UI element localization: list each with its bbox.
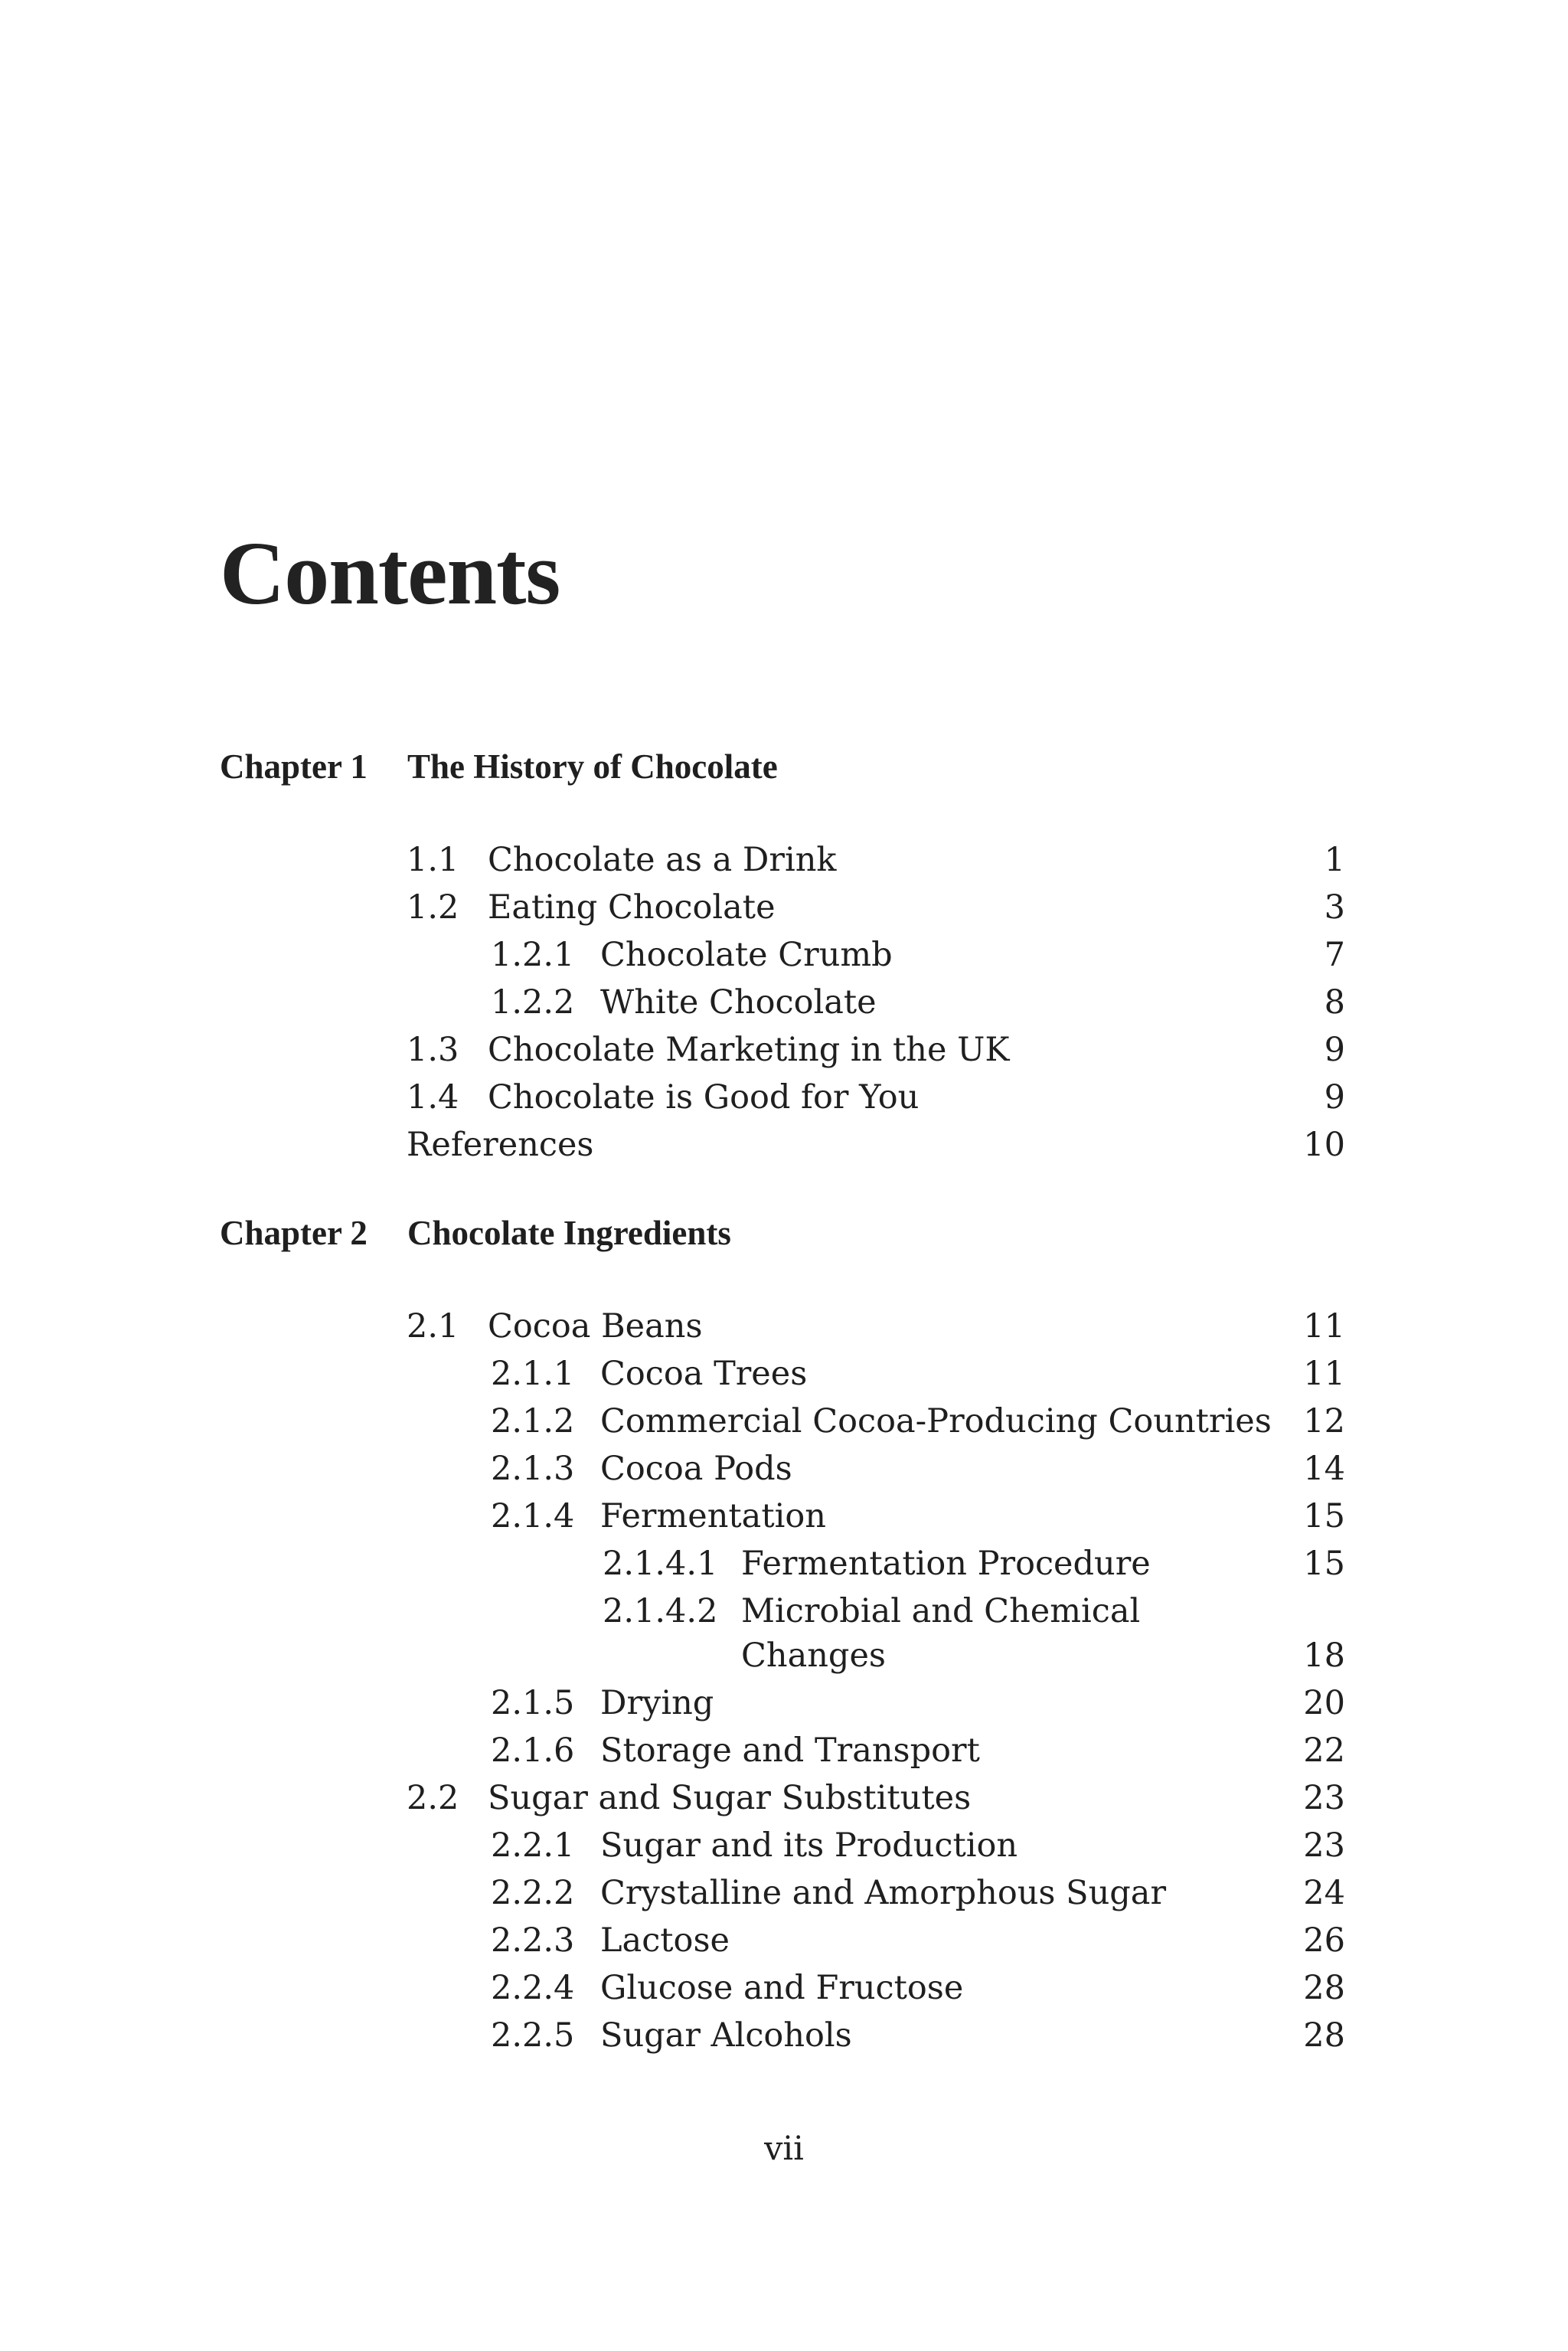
section-title: References	[407, 1126, 594, 1164]
section-number: 2.2.3	[491, 1921, 575, 1960]
section-title: Cocoa Beans	[488, 1307, 703, 1346]
page-number: 23	[1303, 1779, 1345, 1817]
section-number: 2.1.1	[491, 1355, 575, 1393]
toc-entry[interactable]	[0, 1354, 1345, 1401]
page-number: 26	[1303, 1921, 1345, 1960]
page-number: 9	[1324, 1078, 1345, 1117]
page-number: 11	[1303, 1307, 1345, 1346]
chapter-title: The History of Chocolate	[407, 747, 778, 786]
toc-entry[interactable]	[0, 1731, 1345, 1778]
toc-entry[interactable]	[0, 1826, 1345, 1873]
toc-entry[interactable]	[0, 1544, 1345, 1591]
section-number: 2.2.4	[491, 1969, 575, 2007]
section-number: 2.1.4	[491, 1497, 575, 1535]
page-number: 23	[1303, 1826, 1345, 1865]
section-title: Chocolate is Good for You	[488, 1078, 920, 1117]
section-number: 2.2.5	[491, 2016, 575, 2055]
section-title: Sugar and its Production	[600, 1826, 1018, 1865]
page-number: 22	[1303, 1731, 1345, 1770]
section-title: Lactose	[600, 1921, 730, 1960]
section-title: Drying	[600, 1684, 714, 1722]
toc-entry[interactable]	[0, 1449, 1345, 1496]
page-folio: vii	[764, 2130, 804, 2168]
section-title: White Chocolate	[600, 983, 877, 1022]
toc-entry[interactable]	[0, 1401, 1345, 1449]
page-number: 14	[1303, 1450, 1345, 1488]
section-title: Chocolate Marketing in the UK	[488, 1031, 1010, 1069]
page-number: 28	[1303, 2016, 1345, 2055]
toc-entry[interactable]	[0, 1591, 1345, 1683]
page-number: 15	[1303, 1497, 1345, 1535]
page-number: 7	[1324, 936, 1345, 974]
section-title: Fermentation Procedure	[741, 1545, 1151, 1583]
section-title: Crystalline and Amorphous Sugar	[600, 1874, 1166, 1912]
page-number: 9	[1324, 1031, 1345, 1069]
toc-entry[interactable]	[0, 1921, 1345, 1968]
section-number: 2.1.4.1	[603, 1545, 718, 1583]
section-title: Sugar Alcohols	[600, 2016, 852, 2055]
page-number: 28	[1303, 1969, 1345, 2007]
page-number: 18	[1303, 1637, 1345, 1675]
chapter-label: Chapter 1	[220, 747, 368, 786]
toc-entry[interactable]	[0, 1125, 1345, 1172]
section-number: 1.2.2	[491, 983, 575, 1022]
page-number: 12	[1303, 1402, 1345, 1440]
toc-entry[interactable]	[0, 983, 1345, 1030]
section-title: Commercial Cocoa-Producing Countries	[600, 1402, 1272, 1440]
toc-entry[interactable]	[0, 1778, 1345, 1826]
section-title: Cocoa Pods	[600, 1450, 792, 1488]
section-number: 2.1.2	[491, 1402, 575, 1440]
page-number: 11	[1303, 1355, 1345, 1393]
section-title: Cocoa Trees	[600, 1355, 808, 1393]
section-number: 2.2.1	[491, 1826, 575, 1865]
section-title: Chocolate Crumb	[600, 936, 893, 974]
section-title: Chocolate as a Drink	[488, 841, 837, 879]
section-number: 2.2	[407, 1779, 459, 1817]
toc-entry[interactable]	[0, 1683, 1345, 1731]
section-number: 2.1.6	[491, 1731, 575, 1770]
section-number: 2.1.5	[491, 1684, 575, 1722]
section-number: 2.1	[407, 1307, 459, 1346]
section-title: Eating Chocolate	[488, 888, 776, 927]
toc-entry[interactable]	[0, 1496, 1345, 1544]
toc-entry[interactable]	[0, 1968, 1345, 2016]
section-title: Glucose and Fructose	[600, 1969, 964, 2007]
toc-entry[interactable]	[0, 1030, 1345, 1077]
chapter-title: Chocolate Ingredients	[407, 1214, 731, 1252]
page-number: 8	[1324, 983, 1345, 1022]
page-title: Contents	[220, 523, 560, 623]
page-number: 1	[1324, 841, 1345, 879]
section-number: 2.1.3	[491, 1450, 575, 1488]
section-number: 1.3	[407, 1031, 459, 1069]
section-number: 2.2.2	[491, 1874, 575, 1912]
page-number: 24	[1303, 1874, 1345, 1912]
section-number: 1.2.1	[491, 936, 575, 974]
toc-entry[interactable]	[0, 1306, 1345, 1354]
section-number: 1.2	[407, 888, 459, 927]
page-number: 3	[1324, 888, 1345, 927]
section-number: 2.1.4.2	[603, 1592, 718, 1630]
toc-entry[interactable]	[0, 2016, 1345, 2063]
section-number: 1.1	[407, 841, 459, 879]
toc-entry[interactable]	[0, 888, 1345, 935]
section-title-continued: Changes	[741, 1637, 886, 1675]
page-number: 10	[1303, 1126, 1345, 1164]
toc-entry[interactable]	[0, 840, 1345, 888]
toc-entry[interactable]	[0, 935, 1345, 983]
section-title: Storage and Transport	[600, 1731, 980, 1770]
section-number: 1.4	[407, 1078, 459, 1117]
toc-entry[interactable]	[0, 1873, 1345, 1921]
section-title: Sugar and Sugar Substitutes	[488, 1779, 972, 1817]
section-title: Microbial and Chemical	[741, 1592, 1141, 1630]
page-number: 15	[1303, 1545, 1345, 1583]
chapter-label: Chapter 2	[220, 1214, 368, 1252]
page-number: 20	[1303, 1684, 1345, 1722]
section-title: Fermentation	[600, 1497, 826, 1535]
toc-entry[interactable]	[0, 1077, 1345, 1125]
